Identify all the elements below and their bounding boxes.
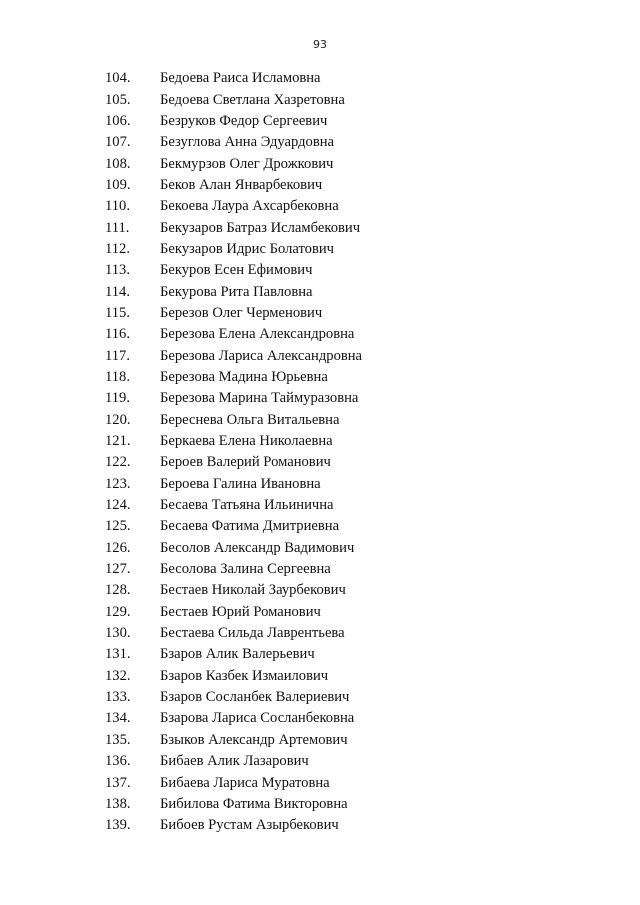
- entry-number: 108.: [105, 155, 131, 172]
- entry-number: 107.: [105, 134, 131, 151]
- entry-number: 112.: [105, 240, 130, 257]
- page-number: 93: [313, 38, 327, 51]
- entry-full-name: Березов Олег Черменович: [160, 304, 323, 321]
- list-item: [0, 196, 640, 217]
- entry-number: 135.: [105, 731, 131, 748]
- entry-number: 122.: [105, 454, 131, 471]
- entry-full-name: Бекурова Рита Павловна: [160, 283, 313, 300]
- entry-full-name: Бзарова Лариса Сосланбековна: [160, 710, 355, 727]
- entry-number: 114.: [105, 283, 130, 300]
- entry-full-name: Бесаева Фатима Дмитриевна: [160, 518, 340, 535]
- entry-full-name: Бестаева Сильда Лаврентьева: [160, 625, 345, 642]
- list-item: [0, 495, 640, 516]
- entry-full-name: Бекмурзов Олег Дрожкович: [160, 155, 334, 172]
- entry-full-name: Бекузаров Батраз Исламбекович: [160, 219, 361, 236]
- entry-full-name: Березова Лариса Александровна: [160, 347, 363, 364]
- list-item: [0, 559, 640, 580]
- list-item: [0, 708, 640, 729]
- entry-number: 136.: [105, 753, 131, 770]
- entry-number: 124.: [105, 497, 131, 514]
- entry-number: 105.: [105, 91, 131, 108]
- list-item: [0, 794, 640, 815]
- entry-full-name: Береснева Ольга Витальевна: [160, 411, 340, 428]
- list-item: [0, 217, 640, 238]
- entry-full-name: Безруков Федор Сергеевич: [160, 112, 328, 129]
- entry-number: 133.: [105, 689, 131, 706]
- list-item: [0, 367, 640, 388]
- entry-full-name: Бибаев Алик Лазарович: [160, 753, 309, 770]
- entry-full-name: Бесолов Александр Вадимович: [160, 539, 355, 556]
- list-item: [0, 687, 640, 708]
- entry-number: 118.: [105, 368, 130, 385]
- list-item: [0, 388, 640, 409]
- list-item: [0, 281, 640, 302]
- list-item: [0, 580, 640, 601]
- entry-full-name: Бестаев Николай Заурбекович: [160, 582, 346, 599]
- entry-full-name: Беркаева Елена Николаевна: [160, 433, 333, 450]
- entry-full-name: Бесолова Залина Сергеевна: [160, 561, 331, 578]
- entry-number: 116.: [105, 326, 130, 343]
- entry-number: 123.: [105, 475, 131, 492]
- entry-full-name: Бибилова Фатима Викторовна: [160, 795, 348, 812]
- entry-full-name: Бекуров Есен Ефимович: [160, 262, 313, 279]
- list-item: [0, 474, 640, 495]
- list-item: [0, 666, 640, 687]
- list-item: [0, 410, 640, 431]
- list-item: [0, 602, 640, 623]
- entry-number: 109.: [105, 176, 131, 193]
- entry-number: 131.: [105, 646, 131, 663]
- entry-number: 139.: [105, 817, 131, 834]
- entry-number: 104.: [105, 70, 131, 87]
- entry-full-name: Бероева Галина Ивановна: [160, 475, 321, 492]
- entry-number: 137.: [105, 774, 131, 791]
- entry-number: 120.: [105, 411, 131, 428]
- entry-number: 125.: [105, 518, 131, 535]
- entry-full-name: Бзыков Александр Артемович: [160, 731, 348, 748]
- list-item: [0, 772, 640, 793]
- entry-full-name: Безуглова Анна Эдуардовна: [160, 134, 335, 151]
- list-item: [0, 815, 640, 836]
- entry-full-name: Бедоева Светлана Хазретовна: [160, 91, 345, 108]
- entry-full-name: Березова Марина Таймуразовна: [160, 390, 359, 407]
- entry-number: 138.: [105, 795, 131, 812]
- name-list: [0, 68, 640, 836]
- entry-full-name: Бибаева Лариса Муратовна: [160, 774, 330, 791]
- entry-number: 126.: [105, 539, 131, 556]
- entry-full-name: Березова Мадина Юрьевна: [160, 368, 328, 385]
- list-item: [0, 132, 640, 153]
- entry-full-name: Бедоева Раиса Исламовна: [160, 70, 321, 87]
- entry-number: 113.: [105, 262, 130, 279]
- list-item: [0, 324, 640, 345]
- list-item: [0, 153, 640, 174]
- entry-full-name: Бекузаров Идрис Болатович: [160, 240, 334, 257]
- entry-full-name: Бзаров Сосланбек Валериевич: [160, 689, 350, 706]
- list-item: [0, 751, 640, 772]
- entry-full-name: Беков Алан Январбекович: [160, 176, 323, 193]
- entry-number: 117.: [105, 347, 130, 364]
- entry-full-name: Бзаров Казбек Измаилович: [160, 667, 329, 684]
- entry-number: 130.: [105, 625, 131, 642]
- list-item: [0, 111, 640, 132]
- list-item: [0, 239, 640, 260]
- list-item: [0, 644, 640, 665]
- list-item: [0, 68, 640, 89]
- list-item: [0, 452, 640, 473]
- entry-number: 134.: [105, 710, 131, 727]
- entry-full-name: Бекоева Лаура Ахсарбековна: [160, 198, 339, 215]
- entry-number: 132.: [105, 667, 131, 684]
- entry-full-name: Бесаева Татьяна Ильинична: [160, 497, 334, 514]
- entry-number: 121.: [105, 433, 131, 450]
- entry-number: 111.: [105, 219, 130, 236]
- entry-number: 127.: [105, 561, 131, 578]
- list-item: [0, 730, 640, 751]
- entry-full-name: Бероев Валерий Романович: [160, 454, 331, 471]
- entry-full-name: Бестаев Юрий Романович: [160, 603, 321, 620]
- entry-number: 115.: [105, 304, 130, 321]
- list-item: [0, 516, 640, 537]
- entry-number: 110.: [105, 198, 130, 215]
- list-item: [0, 175, 640, 196]
- list-item: [0, 260, 640, 281]
- entry-full-name: Березова Елена Александровна: [160, 326, 355, 343]
- list-item: [0, 345, 640, 366]
- list-item: [0, 89, 640, 110]
- entry-number: 128.: [105, 582, 131, 599]
- list-item: [0, 538, 640, 559]
- entry-number: 119.: [105, 390, 130, 407]
- list-item: [0, 431, 640, 452]
- entry-full-name: Бибоев Рустам Азырбекович: [160, 817, 339, 834]
- list-item: [0, 623, 640, 644]
- entry-full-name: Бзаров Алик Валерьевич: [160, 646, 315, 663]
- list-item: [0, 303, 640, 324]
- entry-number: 106.: [105, 112, 131, 129]
- entry-number: 129.: [105, 603, 131, 620]
